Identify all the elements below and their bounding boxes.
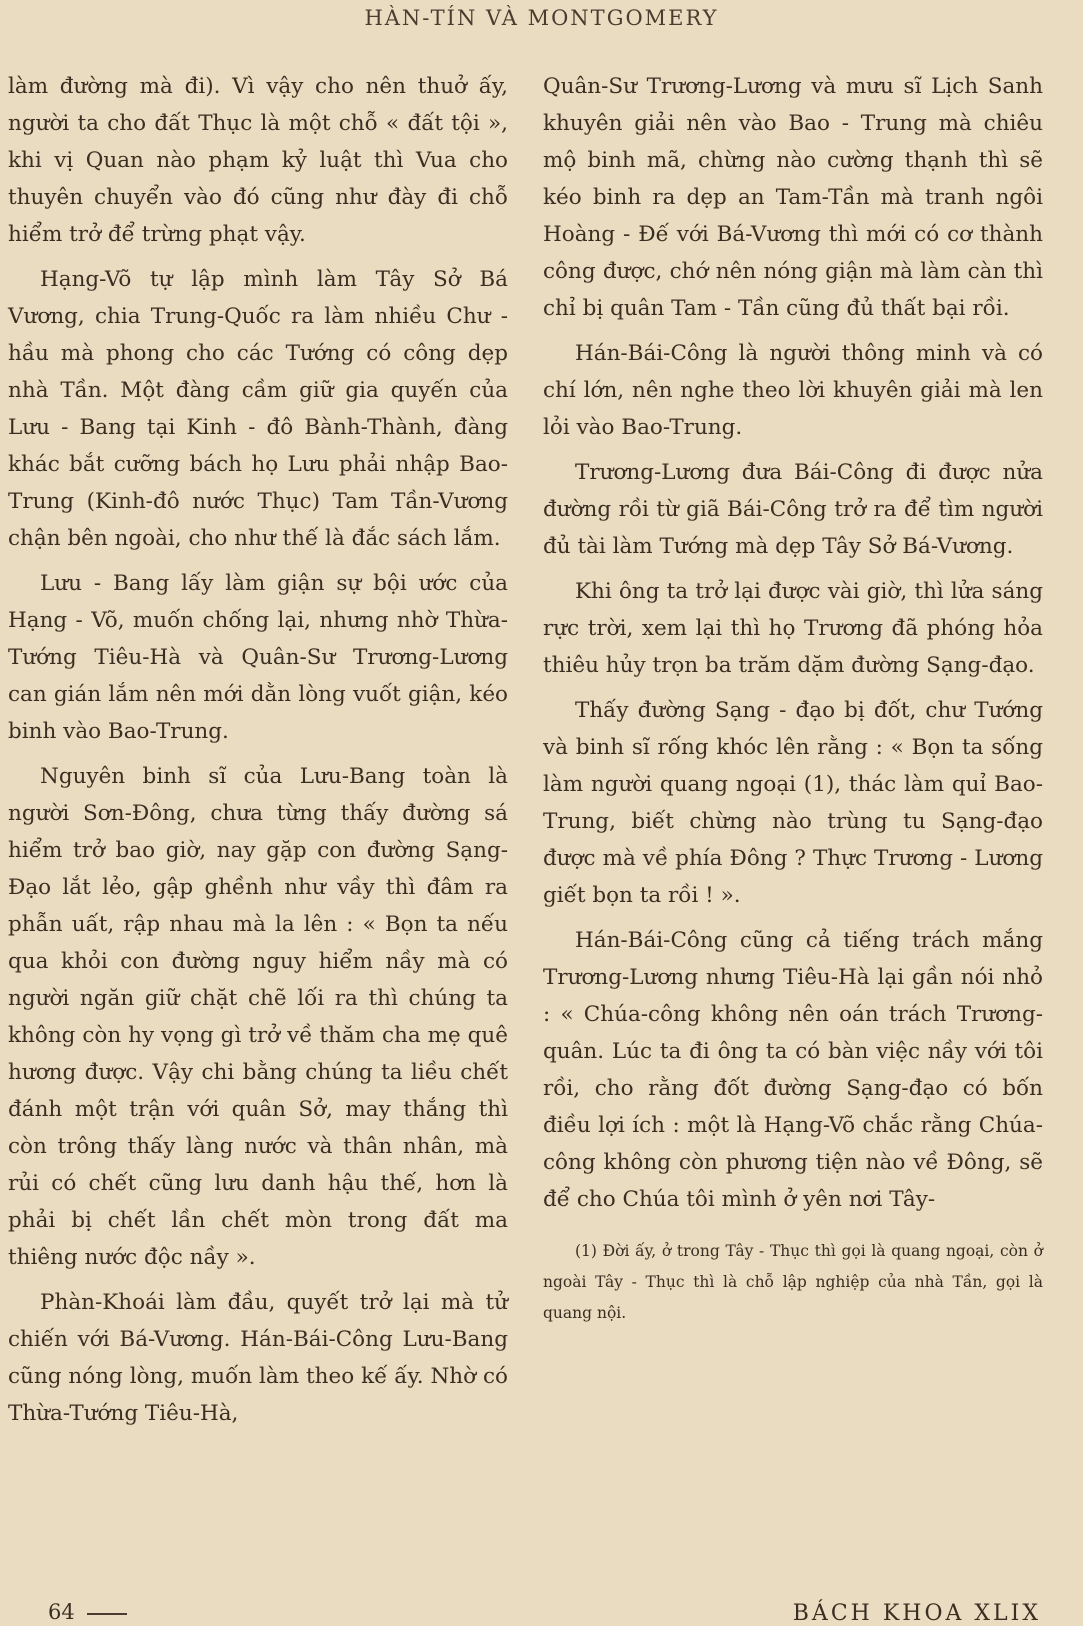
paragraph: Trương-Lương đưa Bái-Công đi được nửa đường rồi từ giã Bái-Công trở ra để tìm người đủ tài làm Tướng mà dẹp Tây Sở Bá-Vương. xyxy=(543,460,1043,559)
left-column xyxy=(8,68,508,1432)
running-header: HÀN-TÍN VÀ MONTGOMERY xyxy=(364,6,719,30)
paragraph: Quân-Sư Trương-Lương và mưu sĩ Lịch Sanh khuyên giải nên vào Bao - Trung mà chiêu mộ binh mã, chừng nào cường thạnh thì sẽ kéo binh ra dẹp an Tam-Tần mà tranh ngôi Hoàng - Đế với Bá-Vương thì mới có cơ thành công được, chớ nên nóng giận mà làm càn thì chỉ bị quân Tam - Tần cũng đủ thất bại rồi. xyxy=(543,74,1043,321)
paragraph: Khi ông ta trở lại được vài giờ, thì lửa sáng rực trời, xem lại thì họ Trương đã phóng hỏa thiêu hủy trọn ba trăm dặm đường Sạng-đạo. xyxy=(543,579,1043,678)
paragraph: Hán-Bái-Công cũng cả tiếng trách mắng Trương-Lương nhưng Tiêu-Hà lại gần nói nhỏ : « Chúa-công không nên oán trách Trương-quân. Lúc ta đi ông ta có bàn việc nầy với tôi rồi, cho rằng đốt đường Sạng-đạo có bốn điều lợi ích : một là Hạng-Võ chắc rằng Chúa-công không còn phương tiện nào về Đông, sẽ để cho Chúa tôi mình ở yên nơi Tây- xyxy=(543,928,1043,1212)
page-number xyxy=(48,1600,127,1624)
paragraph: Hán-Bái-Công là người thông minh và có chí lớn, nên nghe theo lời khuyên giải mà len lỏi vào Bao-Trung. xyxy=(543,341,1043,440)
paragraph: Thấy đường Sạng - đạo bị đốt, chư Tướng và binh sĩ rống khóc lên rằng : « Bọn ta sống làm người quang ngoại (1), thác làm quỉ Bao-Trung, biết chừng nào trùng tu Sạng-đạo được mà về phía Đông ? Thực Trương - Lương giết bọn ta rồi ! ». xyxy=(543,698,1043,908)
paragraph: làm đường mà đi). Vì vậy cho nên thuở ấy, người ta cho đất Thục là một chỗ « đất tội », khi vị Quan nào phạm kỷ luật thì Vua cho thuyên chuyển vào đó cũng như đày đi chỗ hiểm trở để trừng phạt vậy. xyxy=(8,74,508,247)
paragraph: Phàn-Khoái làm đầu, quyết trở lại mà tử chiến với Bá-Vương. Hán-Bái-Công Lưu-Bang cũng nóng lòng, muốn làm theo kế ấy. Nhờ có Thừa-Tướng Tiêu-Hà, xyxy=(8,1290,508,1426)
page-number-dash xyxy=(87,1613,127,1615)
paragraph: Lưu - Bang lấy làm giận sự bội ước của Hạng - Võ, muốn chống lại, nhưng nhờ Thừa-Tướng Tiêu-Hà và Quân-Sư Trương-Lương can gián lắm nên mới dằn lòng vuốt giận, kéo binh vào Bao-Trung. xyxy=(8,571,508,744)
page-number-text: 64 xyxy=(48,1600,75,1624)
paragraph: Hạng-Võ tự lập mình làm Tây Sở Bá Vương, chia Trung-Quốc ra làm nhiều Chư - hầu mà phong cho các Tướng có công dẹp nhà Tần. Một đàng cầm giữ gia quyến của Lưu - Bang tại Kinh - đô Bành-Thành, đàng khác bắt cưỡng bách họ Lưu phải nhập Bao-Trung (Kinh-đô nước Thục) Tam Tần-Vương chận bên ngoài, cho như thế là đắc sách lắm. xyxy=(8,267,508,551)
right-column xyxy=(543,68,1043,1329)
issue-label: BÁCH KHOA XLIX xyxy=(792,1601,1041,1626)
paragraph: Nguyên binh sĩ của Lưu-Bang toàn là người Sơn-Đông, chưa từng thấy đường sá hiểm trở bao giờ, nay gặp con đường Sạng-Đạo lắt lẻo, gập ghềnh như vầy thì đâm ra phẫn uất, rập nhau mà la lên : « Bọn ta nếu qua khỏi con đường nguy hiểm nầy mà có người ngăn giữ chặt chẽ lối ra thì chúng ta không còn hy vọng gì trở về thăm cha mẹ quê hương được. Vậy chi bằng chúng ta liều chết đánh một trận với quân Sở, may thắng thì còn trông thấy làng nước và thân nhân, mà rủi có chết cũng lưu danh hậu thế, hơn là phải bị chết lần chết mòn trong đất ma thiêng nước độc nầy ». xyxy=(8,764,508,1270)
footnote: (1) Đời ấy, ở trong Tây - Thục thì gọi là quang ngoại, còn ở ngoài Tây - Thục thì là chỗ lập nghiệp của nhà Tần, gọi là quang nội. xyxy=(543,1242,1043,1322)
